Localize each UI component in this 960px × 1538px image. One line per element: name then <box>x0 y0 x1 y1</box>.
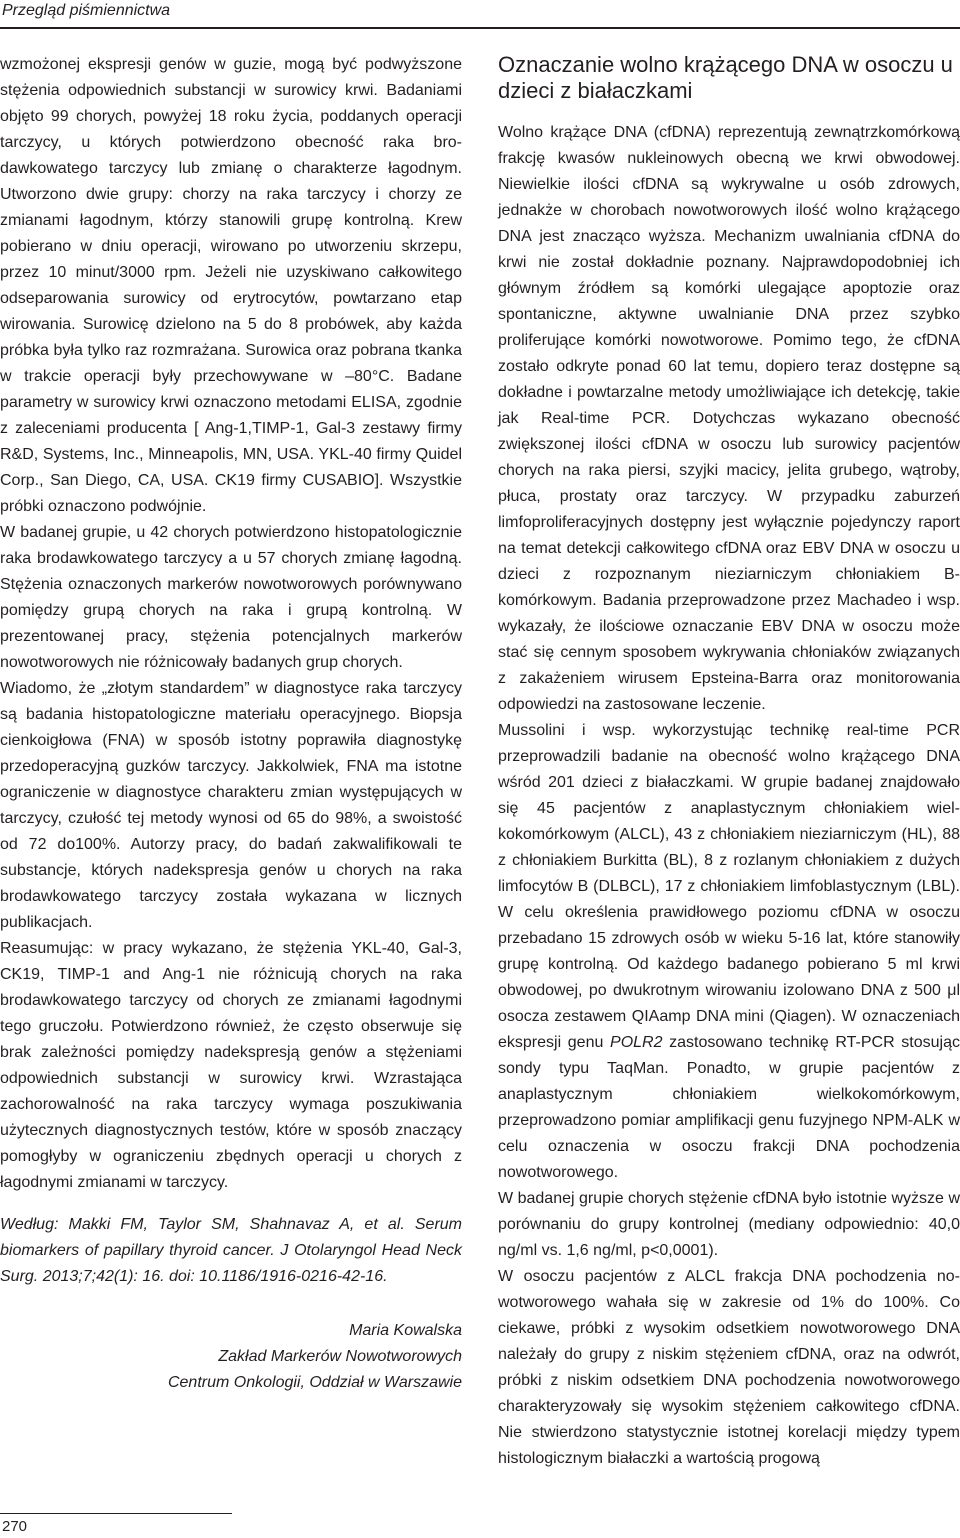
paragraph-conclusion: Reasumując: w pracy wykazano, że stężenia YKL-40, Gal-3, CK19, TIMP-1 and Ang-1 nie różnicują chorych na raka brodawkowatego tarczycy od chorych ze zmianami łagodnymi tego gruczołu. Potwierdzono również, że często obserwuje się brak zależności pomiędzy nadekspresją genów a stężeniami odpowiednich substancji w surowicy krwi. Wzrastająca zachorowalność na raka tarczycy wymaga poszukiwania użytecznych diagnostycznych testów, które w sposób znaczący pomogłyby w ograniczeniu zbędnych operacji u chorych z łagodnymi zmianami w tarczycy. <box>0 940 462 1191</box>
paragraph-methods: wzmożonej ekspresji genów w guzie, mogą być podwyższone stężenia odpowiednich substancji w surowicy krwi. Badaniami objęto 99 chorych, powyżej 18 roku życia, poddanych operacji tarczycy, u których potwierdzono obecność raka brodawkowatego tarczycy lub zmianę o charakterze łagodnym. Utworzono dwie grupy: chorzy na raka tarczycy i chorzy ze zmianami łagodnym, którzy stanowili grupę kontrolną. Krew pobierano w dniu operacji, wirowano po utworzeniu skrzepu, przez 10 minut/3000 rpm. Jeżeli nie uzyskiwano całkowitego odseparowania surowicy od erytrocytów, powtarzano etap wirowania. Surowicę dzielono na 5 do 8 probówek, aby każda próbka była tylko raz rozmrażana. Surowica oraz pobrana tkanka w trakcie operacji były przechowywane w –80°C. Badane parametry w surowicy krwi oznaczono metodami ELISA, zgodnie z zaleceniami producenta [ Ang-1,TIMP-1, Gal-3 zestawy firmy R&D, Systems, Inc., Minneapolis, MN, USA. YKL-40 firmy Quidel Corp., San Diego, CA, USA. CK19 firmy CUSABIO]. Wszystkie próbki oznaczono podwójnie. <box>0 56 462 515</box>
paragraph-alcl-results: W osoczu pacjentów z ALCL frakcja DNA pochodzenia nowotworowego wahała się w zakresie od 1% do 100%. Co ciekawe, próbki z wysokim odsetkiem nowotworowego DNA należały do grupy z niskim stężeniem cfDNA, oraz na odwrót, próbki z niskim odsetkiem DNA pochodzenia nowotworowego charakteryzowały się wysokim stężeniem całkowitego cfDNA. Nie stwierdzono statystycznie istotnej korelacji między typem histologicznym białaczki a wartością progową <box>498 1268 960 1467</box>
paragraph-results: W badanej grupie, u 42 chorych potwierdzono histopatologicznie raka brodawkowatego tarczycy a u 57 chorych zmianę łagodną. Stężenia oznaczonych markerów nowotworowych porównywano pomiędzy grupą chorych na raka i grupą kontrolną. W prezentowanej pracy, stężenia potencjalnych markerów nowotworowych nie różnicowały badanych grup chorych. <box>0 524 462 671</box>
study-design-text-b: zastosowano technikę RT-PCR stosując sondy typu TaqMan. Ponadto, w grupie pacjentów z anaplastycznym chłoniakiem wielkokomórkowym, przeprowadzono pomiar amplifikacji genu fuzyjnego NPM-ALK w celu oznaczenia w osoczu frakcji DNA pochodzenia nowotworowego. <box>498 1034 960 1181</box>
citation: Według: Makki FM, Taylor SM, Shahnavaz A, et al. Serum biomarkers of papillary thyroid cancer. J Otolaryngol Head Neck Surg. 2013;7;42(1): 16. doi: 10.1186/1916-0216-42-16. <box>0 1216 462 1285</box>
signature-institution: Centrum Onkologii, Oddział w Warszawie <box>167 1374 462 1391</box>
right-column <box>498 52 960 1472</box>
signature-department: Zakład Markerów Nowotworowych <box>218 1348 462 1365</box>
paragraph-cfdna-results: W badanej grupie chorych stężenie cfDNA było istotnie wyższe w porównaniu do grupy kontrolnej (mediany odpowiednio: 40,0 ng/ml vs. 1,6 ng/ml, p<0,0001). <box>498 1190 960 1259</box>
header-divider <box>0 27 960 29</box>
footer-divider <box>0 1513 232 1514</box>
left-column <box>0 52 462 1396</box>
study-design-text-a: Mussolini i wsp. wykorzystując technikę real-time PCR przeprowadzili badanie na obecność wolno krążącego DNA wśród 201 dzieci z białaczkami. W grupie badanej znajdowało się 45 pacjentów z anaplastycznym chłoniakiem wielkokomórkowym (ALCL), 43 z chłoniakiem nieziarniczym (HL), 88 z chłoniakiem Burkitta (BL), 8 z rozlanym chłoniakiem z dużych limfocytów B (DLBCL), 17 z chłoniakiem limfoblastycznym (LBL). W celu określenia prawidłowego poziomu cfDNA w osoczu przebadano 15 zdrowych osób w wieku 5-16 lat, które stanowiły grupę kontrolną. Od każdego badanego pobierano 5 ml krwi obwodowej, po dwukrotnym wirowaniu izolowano DNA z 500 μl osocza zestawem QIAamp DNA mini (Qiagen). W oznaczeniach ekspresji genu <box>498 722 960 1051</box>
signature-name: Maria Kowalska <box>349 1322 462 1339</box>
author-signature <box>0 1318 462 1396</box>
paragraph-discussion: Wiadomo, że „złotym standardem” w diagnostyce raka tarczycy są badania histopatologiczne materiału operacyjnego. Biopsja cienkoigłowa (FNA) w sposób istotny poprawiła diagnostykę przedoperacyjną guzków tarczycy. Jakkolwiek, FNA ma istotne ograniczenie w diagnostyce charakteru zmian występujących w tarczycy, czułość tej metody wynosi od 65 do 98%, a swoistość od 72 do100%. Autorzy pracy, do badań zakwalifikowali te substancje, których nadekspresja genów u chorych na raka brodawkowatego tarczycy została wykazana w licznych publikacjach. <box>0 680 462 931</box>
running-head: Przegląd piśmiennictwa <box>2 2 171 19</box>
gene-name: POLR2 <box>610 1034 663 1051</box>
article-title: Oznaczanie wolno krążącego DNA w osoczu u dzieci z białaczkami <box>498 52 953 103</box>
paragraph-study-design <box>498 718 960 1186</box>
page-number: 270 <box>2 1518 28 1535</box>
paragraph-introduction: Wolno krążące DNA (cfDNA) reprezentują zewnątrzkomórkową frakcję kwasów nukleinowych obecną we krwi obwodowej. Niewielkie ilości cfDNA są wykrywalne u osób zdrowych, jednakże w chorobach nowotworowych ilość wolno krążącego DNA jest znacząco wyższa. Mechanizm uwalniania cfDNA do krwi nie został dokładnie poznany. Najprawdopodobniej ich głównym źródłem są komórki ulegające apoptozie oraz spontaniczne, aktywne uwalnianie DNA przez szybko proliferujące komórki nowotworowe. Pomimo tego, że cfDNA zostało odkryte ponad 60 lat temu, dopiero teraz dostępne są dokładne i powtarzalne metody umożliwiające ich detekcję, takie jak Real-time PCR. Dotychczas wykazano obecność zwiększonej ilości cfDNA w osoczu lub surowicy pacjentów chorych na raka piersi, szyjki macicy, jelita grubego, wątroby, płuca, prostaty oraz tarczycy. W przypadku zaburzeń limfoproliferacyjnych dostępny jest wyłącznie pojedynczy raport na temat detekcji całkowitego cfDNA oraz EBV DNA w osoczu u dzieci z rozpoznanym nieziarniczym chłoniakiem B-komórkowym. Badania przeprowadzone przez Machadeo i wsp. wykazały, że ilościowe oznaczanie EBV DNA w osoczu może stać się cennym sposobem wykrywania chłoniaków związanych z zakażeniem wirusem Epsteina-Barra oraz monitorowania odpowiedzi na zastosowane leczenie. <box>498 124 960 713</box>
